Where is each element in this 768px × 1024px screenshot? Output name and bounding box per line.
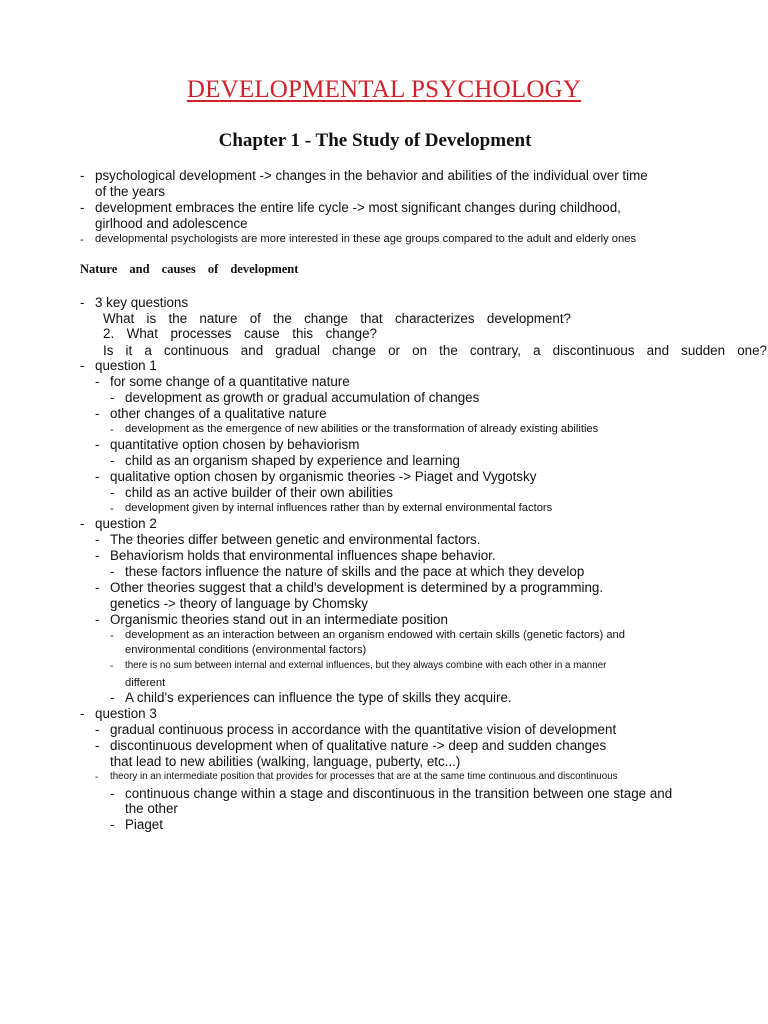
intro-line: developmental psychologists are more interested in these age groups compared to the adult and elderly ones <box>95 233 637 245</box>
bullet-dash: - <box>95 772 99 783</box>
bullet-dash: - <box>95 580 100 595</box>
bullet-dash: - <box>110 424 114 436</box>
intro-line: psychological development -> changes in the behavior and abilities of the individual over time <box>95 168 648 183</box>
key-questions-label: 3 key questions <box>95 295 189 310</box>
bullet-dash: - <box>110 661 114 672</box>
question-3-label: question 3 <box>95 706 157 721</box>
bullet-dash: - <box>95 722 100 737</box>
bullet-dash: - <box>110 690 115 705</box>
bullet-dash: - <box>95 612 100 627</box>
bullet-dash: - <box>80 358 85 373</box>
bullet-dash: - <box>80 168 85 183</box>
bullet-dash: - <box>80 516 85 531</box>
list-item: child as an organism shaped by experience and learning <box>125 453 460 468</box>
list-item: Behaviorism holds that environmental influences shape behavior. <box>110 548 496 563</box>
list-item: child as an active builder of their own abilities <box>125 485 393 500</box>
intro-line: of the years <box>95 184 165 199</box>
list-item: there is no sum between internal and external influences, but they always combine with each other in a manner <box>125 660 607 671</box>
bullet-dash: - <box>110 390 115 405</box>
bullet-dash: - <box>110 503 114 515</box>
question-1-label: question 1 <box>95 358 157 373</box>
bullet-dash: - <box>95 437 100 452</box>
list-item: development given by internal influences rather than by external environmental factors <box>125 502 553 514</box>
list-item: quantitative option chosen by behaviorism <box>110 437 360 452</box>
question-2-label: question 2 <box>95 516 157 531</box>
list-item: that lead to new abilities (walking, language, puberty, etc...) <box>110 754 461 769</box>
bullet-dash: - <box>110 564 115 579</box>
bullet-dash: - <box>80 295 85 310</box>
bullet-dash: - <box>110 453 115 468</box>
list-item: development as an interaction between an organism endowed with certain skills (genetic factors) and <box>125 629 625 641</box>
document-title: DEVELOPMENTAL PSYCHOLOGY <box>186 76 582 103</box>
bullet-dash: - <box>110 485 115 500</box>
bullet-dash: - <box>95 548 100 563</box>
list-item: the other <box>125 801 178 816</box>
list-item: these factors influence the nature of skills and the pace at which they develop <box>125 564 585 579</box>
bullet-dash: - <box>80 200 85 215</box>
intro-line: girlhood and adolescence <box>95 216 248 231</box>
list-item: genetics -> theory of language by Chomsky <box>110 596 368 611</box>
list-item: for some change of a quantitative nature <box>110 374 350 389</box>
list-item: theory in an intermediate position that provides for processes that are at the same time continuous and discontinuous <box>110 771 618 782</box>
list-item: continuous change within a stage and discontinuous in the transition between one stage and <box>125 786 673 801</box>
list-item: qualitative option chosen by organismic theories -> Piaget and Vygotsky <box>110 469 537 484</box>
list-item: other changes of a qualitative nature <box>110 406 327 421</box>
bullet-dash: - <box>95 406 100 421</box>
bullet-dash: - <box>95 469 100 484</box>
key-question-1: What is the nature of the change that characterizes development? <box>103 311 571 326</box>
bullet-dash: - <box>110 786 115 801</box>
bullet-dash: - <box>95 374 100 389</box>
section-heading: Nature and causes of development <box>80 262 299 276</box>
bullet-dash: - <box>95 738 100 753</box>
bullet-dash: - <box>80 706 85 721</box>
intro-line: development embraces the entire life cycle -> most significant changes during childhood, <box>95 200 621 215</box>
list-item: Organismic theories stand out in an intermediate position <box>110 612 448 627</box>
list-item: development as growth or gradual accumulation of changes <box>125 390 480 405</box>
list-item: gradual continuous process in accordance with the quantitative vision of development <box>110 722 617 737</box>
key-question-3: Is it a continuous and gradual change or on the contrary, a discontinuous and sudden one? <box>103 343 767 358</box>
list-item: discontinuous development when of qualitative nature -> deep and sudden changes <box>110 738 607 753</box>
list-item: The theories differ between genetic and environmental factors. <box>110 532 481 547</box>
list-item: environmental conditions (environmental factors) <box>125 644 367 656</box>
key-question-2: 2. What processes cause this change? <box>103 326 377 341</box>
list-item: Other theories suggest that a child's development is determined by a programming. <box>110 580 604 595</box>
list-item: A child's experiences can influence the type of skills they acquire. <box>125 690 512 705</box>
list-item: Piaget <box>125 817 163 832</box>
chapter-heading: Chapter 1 - The Study of Development <box>218 130 532 151</box>
bullet-dash: - <box>95 532 100 547</box>
bullet-dash: - <box>110 630 114 642</box>
bullet-dash: - <box>80 234 84 246</box>
bullet-dash: - <box>110 817 115 832</box>
list-item: development as the emergence of new abilities or the transformation of already existing abilities <box>125 423 599 435</box>
list-item: different <box>125 677 166 689</box>
